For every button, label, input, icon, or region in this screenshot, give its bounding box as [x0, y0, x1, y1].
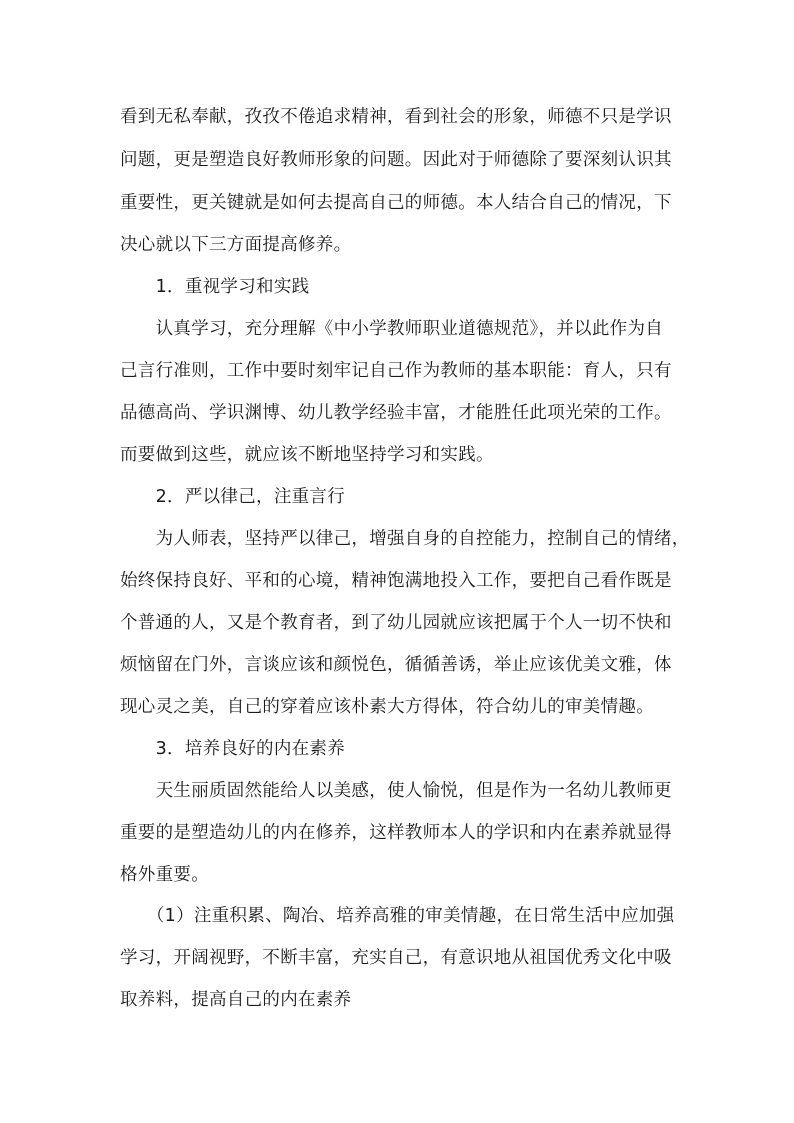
text-line: 学习，开阔视野，不断丰富，充实自己，有意识地从祖国优秀文化中吸	[120, 948, 672, 968]
section-heading: 2．严以律己，注重言行	[120, 487, 346, 507]
text-line: 认真学习，充分理解《中小学教师职业道德规范》，并以此作为自	[120, 319, 664, 339]
text-line: 个普通的人，又是个教育者，到了幼儿园就应该把属于个人一切不快和	[120, 613, 672, 633]
text-line: 重要的是塑造幼儿的内在修养，这样教师本人的学识和内在素养就显得	[120, 823, 672, 843]
text-line: 取养料，提高自己的内在素养	[120, 990, 352, 1010]
text-line: 烦恼留在门外，言谈应该和颜悦色，循循善诱，举止应该优美文雅，体	[120, 655, 672, 675]
text-line: 看到无私奉献，孜孜不倦追求精神，看到社会的形象，师德不只是学识	[120, 107, 672, 127]
text-line: 决心就以下三方面提高修养。	[120, 235, 352, 255]
text-line: 而要做到这些，就应该不断地坚持学习和实践。	[120, 445, 494, 465]
text-line: （1）注重积累、陶冶、培养高雅的审美情趣，在日常生活中应加强	[120, 906, 675, 926]
text-line: 重要性，更关键就是如何去提高自己的师德。本人结合自己的情况，下	[120, 193, 672, 213]
section-heading: 3．培养良好的内在素养	[120, 739, 346, 759]
text-line: 天生丽质固然能给人以美感，使人愉悦，但是作为一名幼儿教师更	[120, 781, 672, 801]
text-line: 现心灵之美，自己的穿着应该朴素大方得体，符合幼儿的审美情趣。	[120, 697, 654, 717]
text-line: 己言行准则，工作中要时刻牢记自己作为教师的基本职能：育人，只有	[120, 361, 672, 381]
section-heading: 1．重视学习和实践	[120, 277, 310, 297]
text-line: 始终保持良好、平和的心境，精神饱满地投入工作，要把自己看作既是	[120, 571, 672, 591]
text-line: 格外重要。	[120, 865, 209, 885]
text-line: 品德高尚、学识渊博、幼儿教学经验丰富，才能胜任此项光荣的工作。	[120, 403, 672, 423]
text-line: 问题，更是塑造良好教师形象的问题。因此对于师德除了要深刻认识其	[120, 150, 672, 170]
text-line: 为人师表，坚持严以律己，增强自身的自控能力，控制自己的情绪，	[120, 529, 690, 549]
